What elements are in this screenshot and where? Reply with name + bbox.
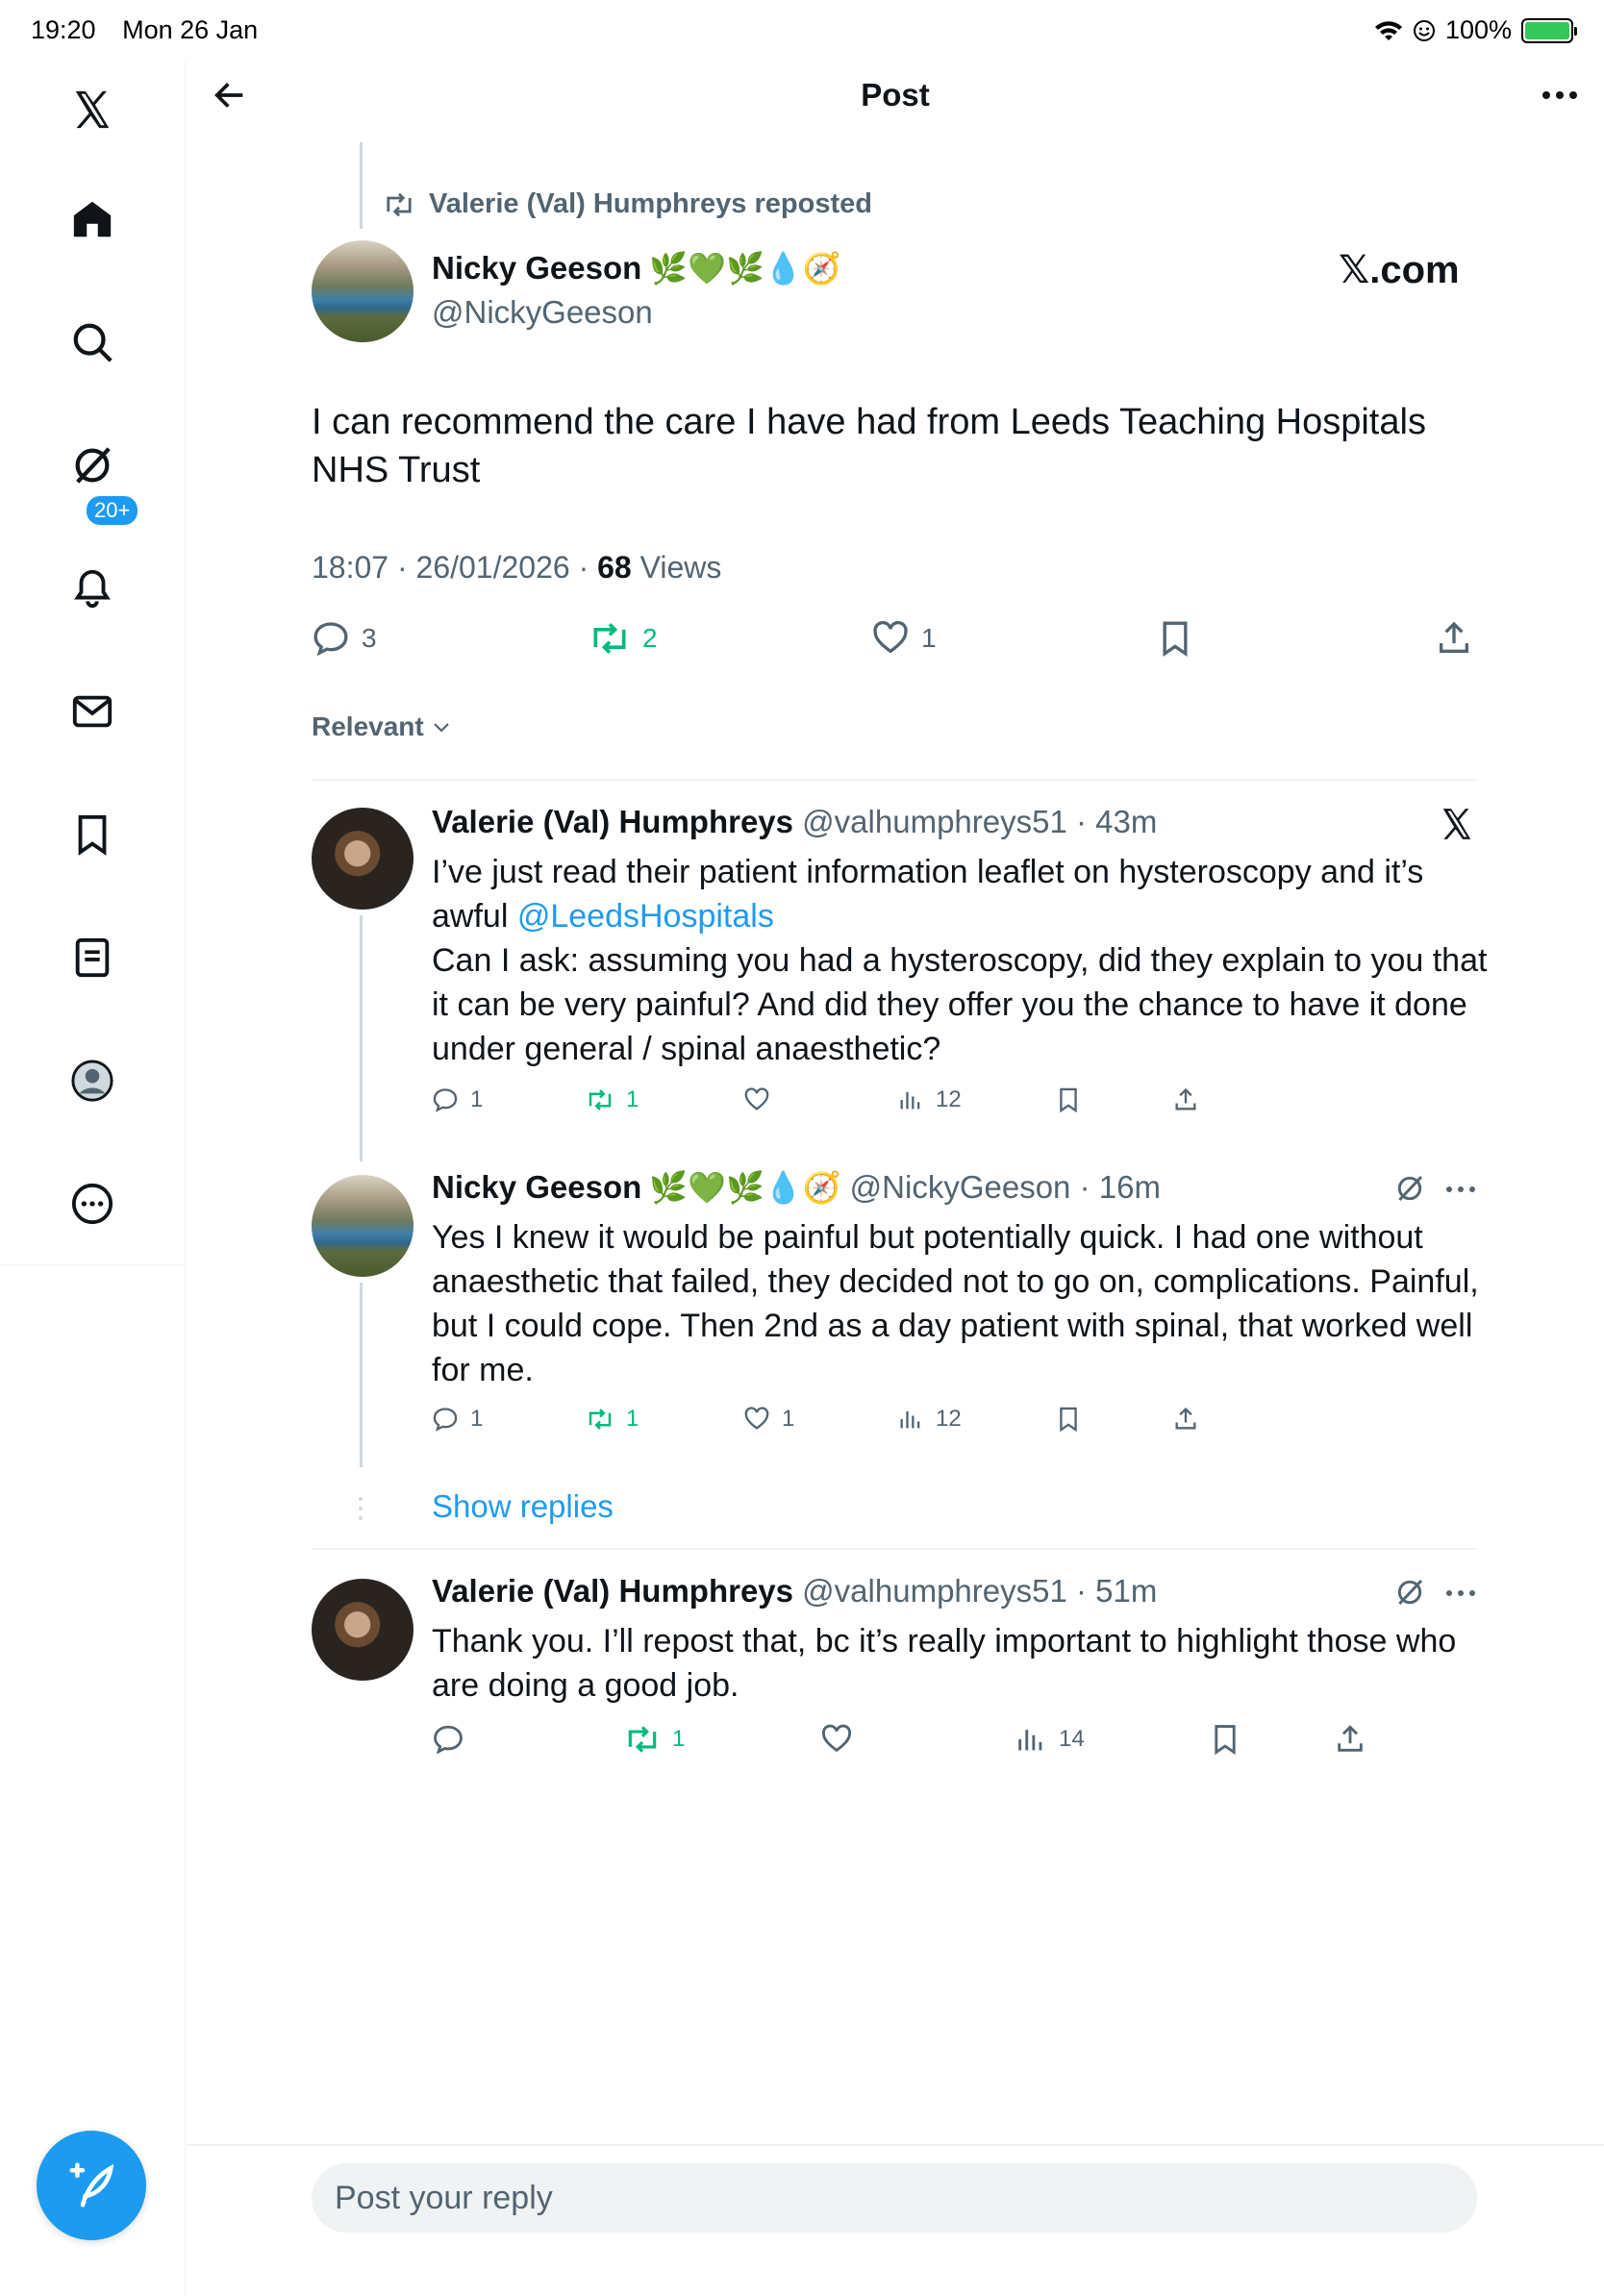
- reply-text: [432, 850, 1490, 1071]
- share-button[interactable]: [1172, 1086, 1199, 1113]
- repost-count: 2: [642, 623, 658, 653]
- repost-indicator: [383, 188, 872, 220]
- home-icon[interactable]: [62, 188, 123, 250]
- reply-actions: [432, 1723, 1490, 1773]
- author-emojis: 🌿💚🌿💧🧭: [649, 251, 841, 286]
- reply-count: 3: [362, 623, 377, 653]
- reply-button[interactable]: [432, 1086, 483, 1113]
- ellipsis-icon[interactable]: [1444, 1588, 1477, 1598]
- grok-icon[interactable]: [1394, 1577, 1425, 1608]
- reply-author-name[interactable]: Valerie (Val) Humphreys: [432, 1573, 794, 1609]
- compose-post-button[interactable]: [37, 2131, 146, 2240]
- repost-icon: [589, 619, 631, 658]
- author-name-text: Nicky Geeson: [432, 250, 642, 286]
- share-icon: [1172, 1406, 1199, 1433]
- bookmark-icon: [1055, 1086, 1082, 1113]
- thread-connector: [360, 142, 363, 229]
- status-bar: [0, 0, 1604, 62]
- more-menu-icon[interactable]: [62, 1173, 123, 1235]
- author-emojis: 🌿💚🌿💧🧭: [649, 1170, 841, 1205]
- wifi-icon: [1374, 19, 1403, 42]
- heart-icon: [820, 1723, 853, 1756]
- reply-actions: [432, 1406, 1490, 1456]
- reply-author-name[interactable]: Nicky Geeson: [432, 1169, 642, 1205]
- analytics-icon: [1015, 1723, 1047, 1756]
- like-count: 1: [782, 1406, 795, 1432]
- like-button[interactable]: [743, 1406, 794, 1433]
- like-count: 1: [921, 623, 937, 653]
- repost-button[interactable]: [624, 1723, 685, 1756]
- grok-icon[interactable]: [62, 435, 123, 496]
- repost-button[interactable]: [586, 1086, 639, 1113]
- sort-dropdown[interactable]: [312, 711, 453, 742]
- divider: [312, 1548, 1477, 1550]
- share-button[interactable]: [1435, 619, 1473, 658]
- reply-text-part: Can I ask: assuming you had a hysteroscopy, did they explain to you that it can be very painful? And did they offer you the chance to have it done under general / spinal anaesthetic?: [432, 942, 1488, 1067]
- post-header: [187, 62, 1604, 129]
- post-timestamp[interactable]: 18:07 · 26/01/2026 ·: [312, 550, 598, 585]
- reply-text-part: I’ve just read their patient information leaflet on hysteroscopy and it’s awful: [432, 854, 1424, 935]
- page-title: Post: [861, 77, 930, 112]
- bookmark-button[interactable]: [1209, 1723, 1241, 1756]
- avatar[interactable]: [312, 1175, 414, 1277]
- composer-divider: [187, 2144, 1604, 2146]
- analytics-icon: [897, 1406, 924, 1433]
- repost-icon: [586, 1086, 614, 1113]
- avatar[interactable]: [312, 1579, 414, 1681]
- battery-icon: [1521, 18, 1573, 43]
- avatar[interactable]: [312, 240, 414, 342]
- compose-feather-icon: [65, 2159, 117, 2211]
- reply-button[interactable]: [432, 1723, 476, 1756]
- reply-count: 1: [470, 1086, 484, 1112]
- heart-icon: [871, 619, 910, 658]
- repost-icon: [586, 1406, 614, 1433]
- views-button[interactable]: [897, 1406, 962, 1433]
- status-time: 19:20: [31, 15, 96, 44]
- x-logo-icon[interactable]: [62, 79, 123, 140]
- reply-icon: [432, 1086, 459, 1113]
- reply-icon: [432, 1723, 464, 1756]
- reply-count: 1: [470, 1406, 484, 1432]
- xcom-badge: 𝕏.com: [1339, 249, 1460, 291]
- thread-connector: [360, 1283, 363, 1467]
- reply-button[interactable]: [432, 1406, 483, 1433]
- reply-handle-time[interactable]: @NickyGeeson · 16m: [840, 1169, 1161, 1205]
- lists-icon[interactable]: [62, 927, 123, 988]
- like-button[interactable]: [820, 1723, 865, 1756]
- post-meta: [312, 550, 721, 586]
- heart-icon: [743, 1406, 770, 1433]
- reply-text: Yes I knew it would be painful but potentially quick. I had one without anaesthetic that failed, they decided not to go on, complications. Painful, but I could cope. Then 2nd as a day patient with spinal, that worked well for me.: [432, 1219, 1479, 1388]
- header-more-button[interactable]: [1533, 71, 1587, 119]
- mention-link[interactable]: @LeedsHospitals: [516, 898, 774, 935]
- bookmark-icon: [1055, 1406, 1082, 1433]
- views-count: 12: [936, 1406, 962, 1432]
- share-button[interactable]: [1334, 1723, 1366, 1756]
- like-button[interactable]: [871, 619, 937, 658]
- chevron-down-icon: [430, 715, 453, 738]
- reply-author-name[interactable]: Valerie (Val) Humphreys: [432, 804, 794, 839]
- author-name[interactable]: [432, 250, 841, 287]
- thread-dots-icon: [356, 1496, 365, 1521]
- reply-header: [432, 1169, 1161, 1206]
- repost-icon: [383, 191, 415, 218]
- sort-label: Relevant: [312, 711, 424, 741]
- like-button[interactable]: [743, 1086, 782, 1113]
- repost-count: 1: [626, 1406, 639, 1432]
- notifications-badge: 20+: [85, 494, 139, 527]
- battery-percent: 100%: [1444, 15, 1512, 44]
- bookmarks-icon[interactable]: [62, 804, 123, 865]
- bookmark-icon: [1156, 619, 1194, 658]
- reply-handle-time[interactable]: @valhumphreys51 · 43m: [793, 804, 1158, 839]
- messages-icon[interactable]: [62, 681, 123, 742]
- x-logo-icon: [1439, 806, 1475, 842]
- ellipsis-icon[interactable]: [1444, 1185, 1477, 1194]
- views-count: 68: [597, 550, 632, 585]
- repost-button[interactable]: [586, 1406, 639, 1433]
- reply-icon: [312, 619, 350, 658]
- share-button[interactable]: [1172, 1406, 1199, 1433]
- profile-avatar-icon[interactable]: [62, 1050, 123, 1111]
- repost-label: Valerie (Val) Humphreys reposted: [429, 188, 872, 219]
- heart-icon: [743, 1086, 770, 1113]
- reply-icon: [432, 1406, 459, 1433]
- reply-header: [432, 1573, 1157, 1610]
- analytics-icon: [897, 1086, 924, 1113]
- repost-count: 1: [672, 1726, 686, 1752]
- views-button[interactable]: [897, 1086, 962, 1113]
- post-text: I can recommend the care I have had from Leeds Teaching Hospitals NHS Trust: [312, 402, 1426, 490]
- repost-count: 1: [626, 1086, 639, 1112]
- reply-button[interactable]: [312, 619, 377, 658]
- bookmark-button[interactable]: [1055, 1406, 1082, 1433]
- search-icon[interactable]: [62, 312, 123, 373]
- divider: [312, 779, 1477, 781]
- reply-input[interactable]: [312, 2163, 1477, 2233]
- show-replies-link[interactable]: Show replies: [432, 1488, 614, 1524]
- ellipsis-icon: [1541, 89, 1579, 101]
- bookmark-icon: [1209, 1723, 1241, 1756]
- views-button[interactable]: [1015, 1723, 1085, 1756]
- bookmark-button[interactable]: [1156, 619, 1194, 658]
- reply-actions: [432, 1086, 1490, 1136]
- reply-text: Thank you. I’ll repost that, bc it’s really important to highlight those who are doing a good job.: [432, 1623, 1457, 1704]
- repost-button[interactable]: [589, 619, 658, 658]
- status-date: Mon 26 Jan: [122, 15, 259, 44]
- views-count: 12: [936, 1086, 962, 1112]
- views-label: Views: [631, 550, 722, 585]
- bookmark-button[interactable]: [1055, 1086, 1082, 1113]
- post-actions: [312, 619, 1494, 669]
- views-count: 14: [1059, 1726, 1085, 1752]
- thread-connector: [360, 915, 363, 1161]
- notifications-bell-icon[interactable]: [62, 558, 123, 619]
- share-icon: [1172, 1086, 1199, 1113]
- grok-icon[interactable]: [1394, 1173, 1425, 1204]
- share-icon: [1334, 1723, 1366, 1756]
- reply-handle-time[interactable]: @valhumphreys51 · 51m: [793, 1573, 1158, 1609]
- focus-smiley-icon: [1413, 19, 1436, 42]
- avatar[interactable]: [312, 808, 414, 910]
- author-handle[interactable]: @NickyGeeson: [432, 294, 653, 330]
- repost-icon: [624, 1723, 661, 1756]
- reply-header: [432, 804, 1157, 840]
- share-icon: [1435, 619, 1473, 658]
